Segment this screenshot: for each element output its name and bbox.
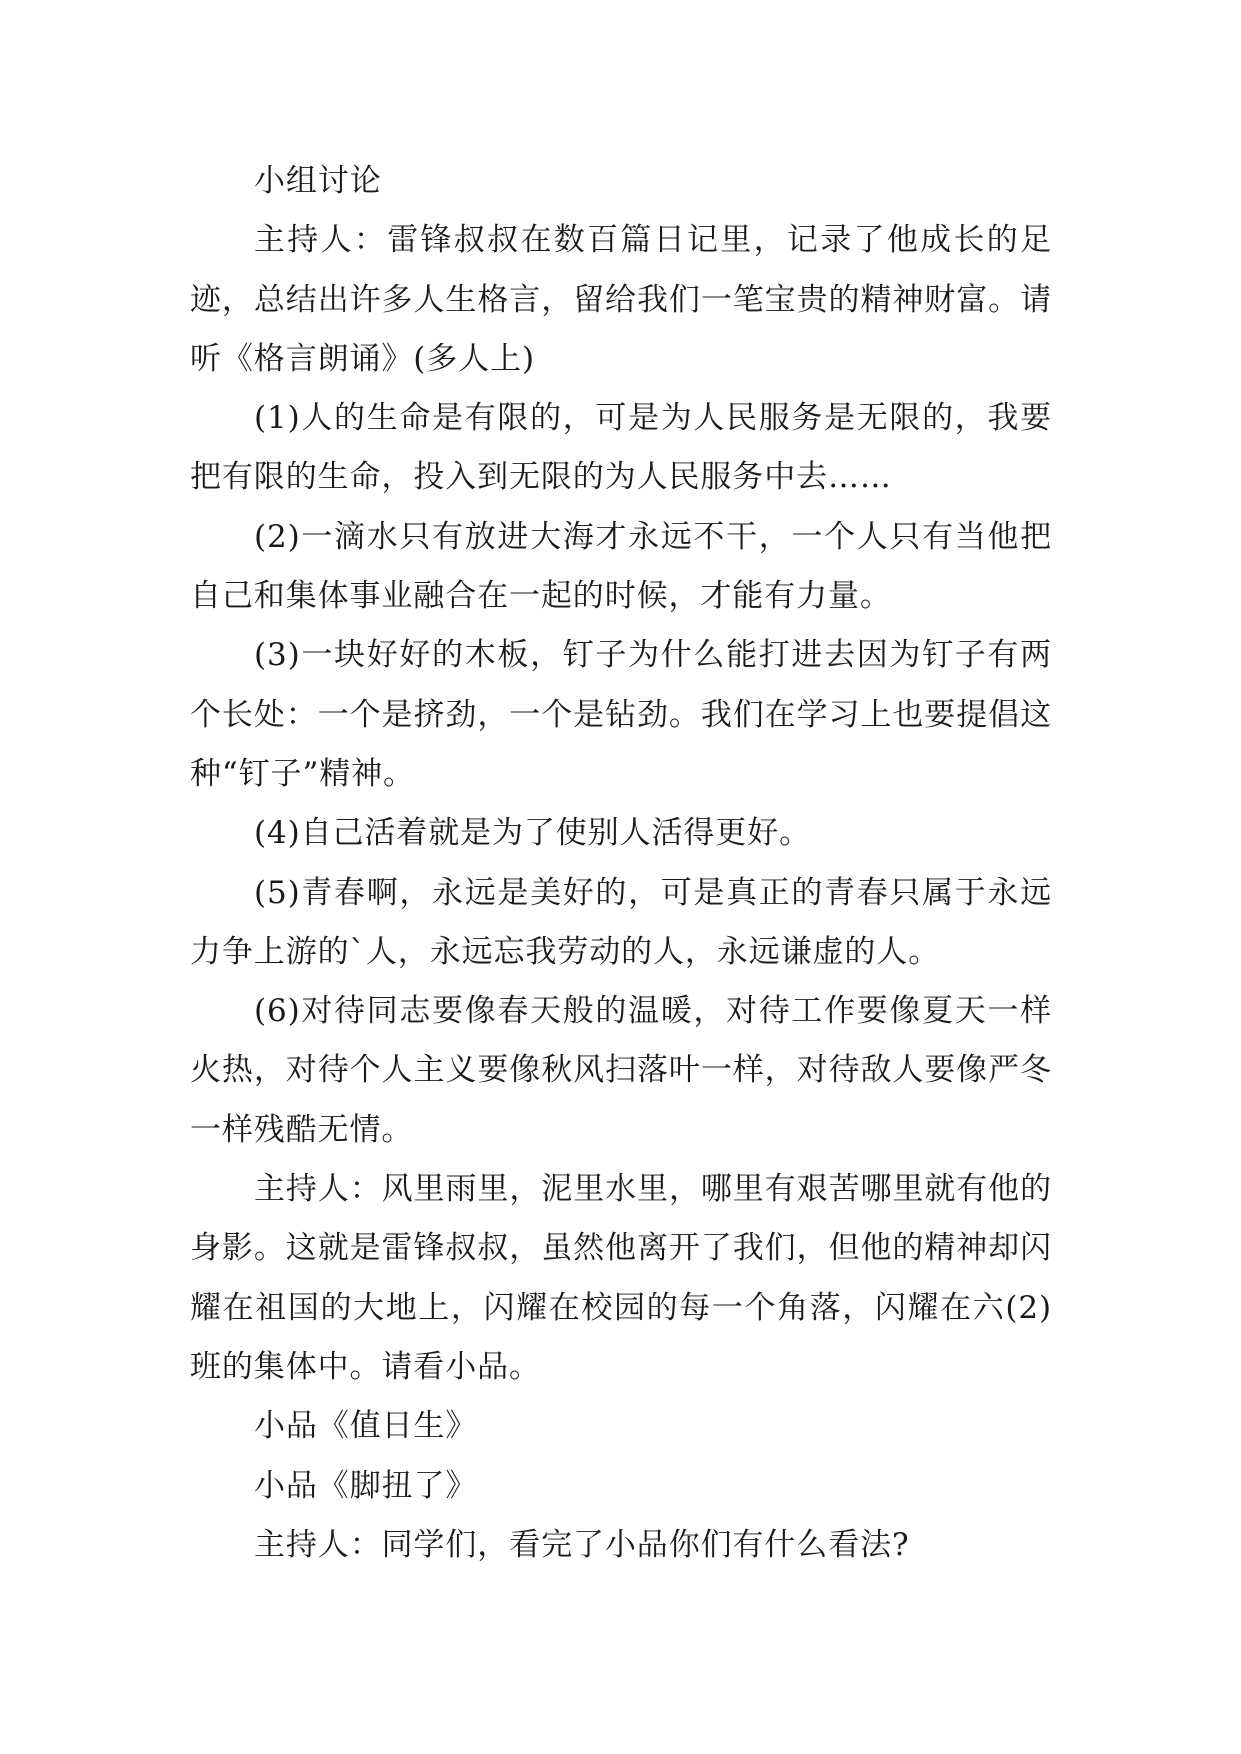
skit-title-2: 小品《脚扭了》 (254, 1467, 478, 1504)
maxim-3-paragraph: (3)一块好好的木板，钉子为什么能打进去因为钉子有两个长处：一个是挤劲，一个是钻劲。我们在学习上也要提倡这种“钉子”精神。 (190, 637, 1052, 792)
document-body (190, 152, 1052, 1575)
maxim-5-paragraph: (5)青春啊，永远是美好的，可是真正的青春只属于永远力争上游的`人，永远忘我劳动的人，永远谦虚的人。 (190, 874, 1052, 970)
section-heading: 小组讨论 (254, 163, 382, 199)
host-transition-paragraph: 主持人：风里雨里，泥里水里，哪里有艰苦哪里就有他的身影。这就是雷锋叔叔，虽然他离开了我们，但他的精神却闪耀在祖国的大地上，闪耀在校园的每一个角落，闪耀在六(2)班的集体中。请看小品。 (190, 1171, 1052, 1385)
skit-title-1: 小品《值日生》 (254, 1408, 478, 1445)
host-intro-paragraph: 主持人：雷锋叔叔在数百篇日记里，记录了他成长的足迹，总结出许多人生格言，留给我们一笔宝贵的精神财富。请听《格言朗诵》(多人上) (190, 222, 1052, 377)
maxim-2-paragraph: (2)一滴水只有放进大海才永远不干，一个人只有当他把自己和集体事业融合在一起的时候，才能有力量。 (190, 518, 1052, 615)
maxim-6-paragraph: (6)对待同志要像春天般的温暖，对待工作要像夏天一样火热，对待个人主义要像秋风扫落叶一样，对待敌人要像严冬一样残酷无情。 (190, 993, 1052, 1148)
maxim-4-paragraph: (4)自己活着就是为了使别人活得更好。 (254, 815, 812, 852)
host-question-paragraph: 主持人：同学们，看完了小品你们有什么看法? (254, 1526, 910, 1563)
maxim-1-paragraph: (1)人的生命是有限的，可是为人民服务是无限的，我要把有限的生命，投入到无限的为人民服务中去…… (190, 400, 1052, 496)
